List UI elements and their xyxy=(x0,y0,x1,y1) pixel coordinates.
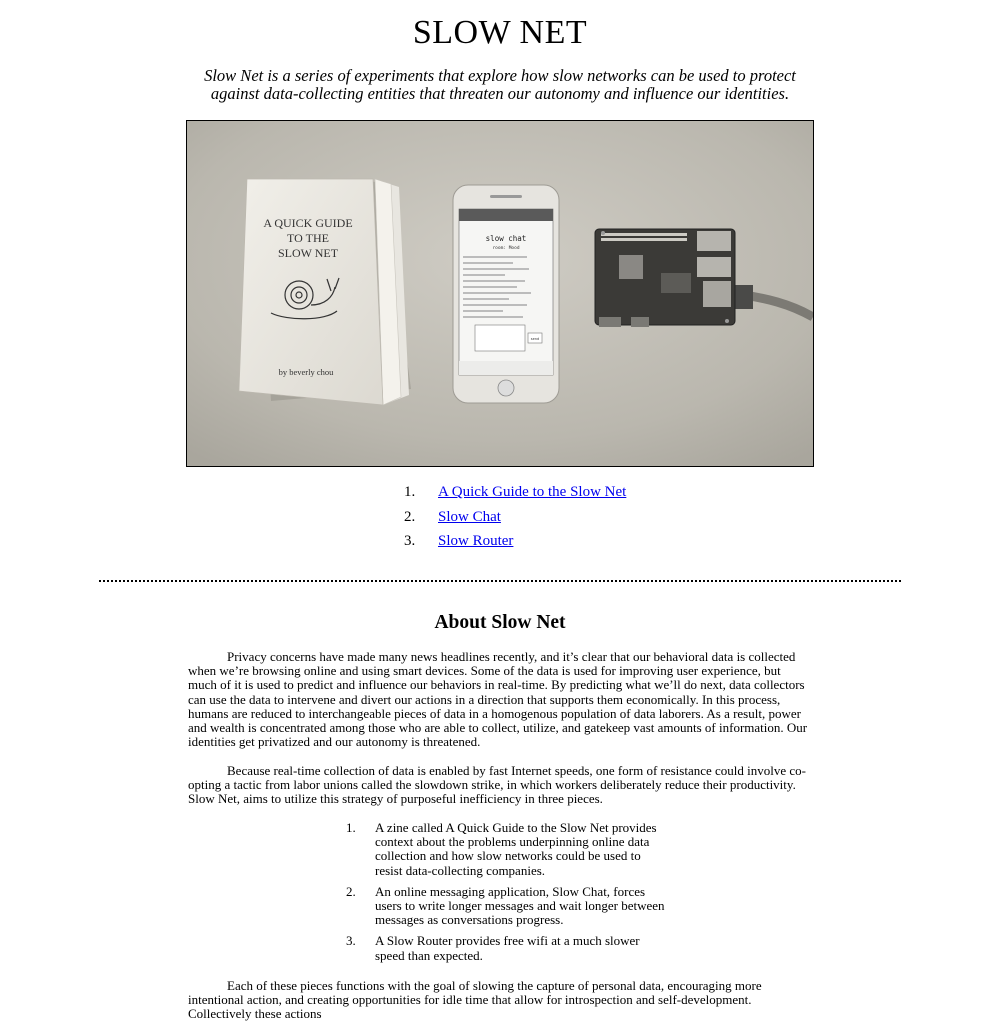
list-item xyxy=(400,509,626,534)
about-paragraph-1: Privacy concerns have made many news headlines recently, and it’s clear that our behavioral data is collected when we’re browsing online and using smart devices. Some of the data is used for improving user experience, but much of it is used to predict and influence our behaviors in real-time. By predicting what we’ll do next, data collectors can use the data to intervene and divert our actions in a direction that supports them economically. In this process, humans are reduced to interchangeable pieces of data in a homogenous population of data laborers. As a result, power and wealth is concentrated among those who are able to collect, utilize, and gatekeep vast amounts of information. Our identities get privatized and our autonomy is threatened. xyxy=(188,649,808,750)
project-links-list xyxy=(400,484,626,558)
piece-chat-text: An online messaging application, Slow Chat, forces users to write longer messages and wait longer between messages as conversations progress. xyxy=(375,883,665,928)
list-number: 3. xyxy=(404,533,416,549)
page-subtitle: Slow Net is a series of experiments that explore how slow networks can be used to protect against data-collecting entities that threaten our autonomy and influence our identities. xyxy=(204,66,796,103)
page-title: SLOW NET xyxy=(412,14,588,51)
phone-chat-room: room: Mood xyxy=(492,246,520,251)
phone-send-label: send xyxy=(530,337,540,341)
smartphone xyxy=(453,185,559,403)
list-item xyxy=(400,533,626,558)
about-paragraph-2: Because real-time collection of data is enabled by fast Internet speeds, one form of resistance could involve co-opting a tactic from labor unions called the slowdown strike, in which workers deliberately reduce their productivity. Slow Net, aims to utilize this strategy of purposeful inefficiency in three pieces. xyxy=(188,763,807,807)
zine-title-line3: SLOW NET xyxy=(277,246,339,260)
piece-zine-text: A zine called A Quick Guide to the Slow Net provides context about the problems underpinning online data collection and how slow networks could be used to resist data-collecting companies. xyxy=(375,820,657,878)
zine-booklet xyxy=(239,179,411,405)
hero-photo xyxy=(186,120,814,467)
list-number: 1. xyxy=(346,820,356,835)
list-number: 3. xyxy=(346,933,356,949)
list-number: 2. xyxy=(346,883,356,899)
zine-title-line2: TO THE xyxy=(287,231,329,245)
link-slow-router[interactable]: Slow Router xyxy=(438,533,514,549)
piece-router-text: A Slow Router provides free wifi at a much slower speed than expected. xyxy=(375,933,640,963)
list-number: 1. xyxy=(404,484,416,500)
list-item xyxy=(346,885,666,928)
pieces-list xyxy=(346,821,666,970)
phone-chat-header: slow chat xyxy=(485,234,527,243)
about-paragraph-3: Each of these pieces functions with the goal of slowing the capture of personal data, encouraging more intentional action, and creating opportunities for idle time that allow for introspection and self-development. Collectively these actions xyxy=(188,978,762,1022)
list-item xyxy=(346,821,666,878)
list-item xyxy=(346,934,666,962)
zine-title-line1: A QUICK GUIDE xyxy=(263,216,353,230)
about-heading: About Slow Net xyxy=(434,612,566,633)
list-number: 2. xyxy=(404,508,416,525)
section-divider xyxy=(99,580,901,582)
link-quick-guide[interactable]: A Quick Guide to the Slow Net xyxy=(438,484,627,500)
zine-author: by beverly chou xyxy=(278,367,334,377)
list-item xyxy=(400,484,626,509)
link-slow-chat[interactable]: Slow Chat xyxy=(438,508,501,525)
